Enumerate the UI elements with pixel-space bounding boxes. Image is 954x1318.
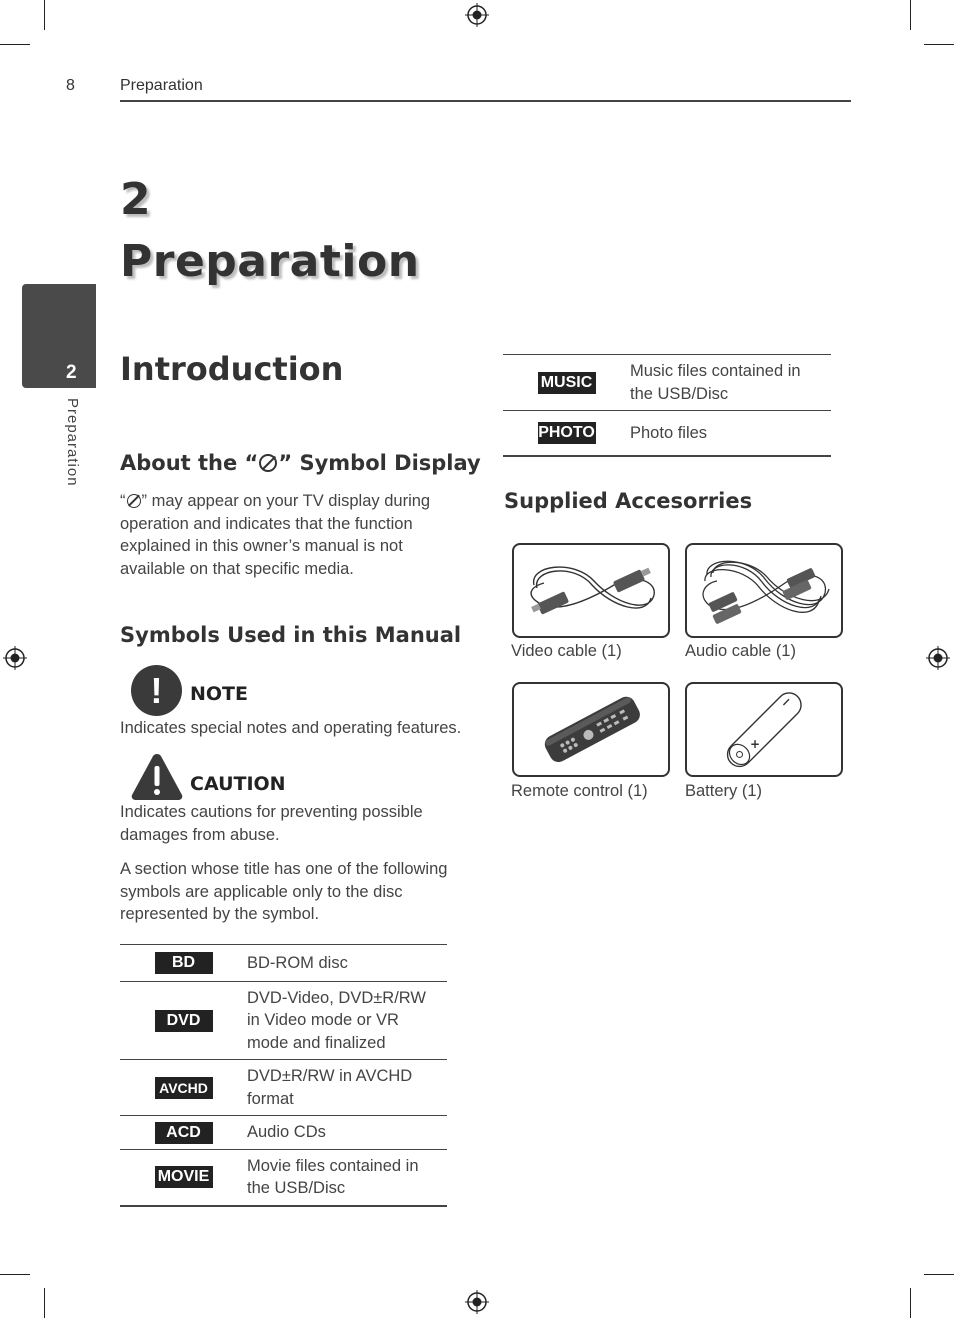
media-description: DVD-Video, DVD±R/RW in Video mode or VR mode and finalized bbox=[247, 988, 426, 1052]
media-symbol-table bbox=[120, 944, 447, 1207]
table-row bbox=[120, 1116, 447, 1150]
note-label: NOTE bbox=[190, 683, 248, 705]
introduction-heading: Introduction bbox=[120, 350, 344, 388]
media-badge: ACD bbox=[155, 1122, 213, 1144]
heading-text: About the “ bbox=[120, 451, 259, 475]
crop-mark bbox=[924, 44, 954, 45]
accessory-caption: Video cable (1) bbox=[511, 642, 622, 660]
accessory-caption: Battery (1) bbox=[685, 782, 763, 800]
table-row bbox=[503, 411, 831, 456]
media-symbol-table bbox=[503, 354, 831, 457]
page-number: 8 bbox=[66, 77, 75, 94]
crop-mark bbox=[910, 1288, 911, 1318]
crop-mark bbox=[910, 0, 911, 30]
table-row bbox=[120, 945, 447, 982]
body-text: ” may appear on your TV display during operation and indicates that the function explained in this owner’s manual is not available on that specific media. bbox=[120, 492, 431, 578]
running-head: Preparation bbox=[120, 77, 203, 94]
video-cable-icon bbox=[514, 545, 668, 636]
crop-mark bbox=[44, 1288, 45, 1318]
warning-triangle-icon bbox=[130, 752, 184, 802]
remote-control-box bbox=[512, 682, 670, 777]
crop-mark bbox=[0, 1274, 30, 1275]
caution-text: Indicates cautions for preventing possible damages from abuse. bbox=[120, 803, 423, 844]
body-text: “ bbox=[120, 492, 126, 510]
media-badge: DVD bbox=[155, 1010, 213, 1032]
header-rule bbox=[120, 100, 851, 102]
svg-text:+: + bbox=[750, 737, 761, 751]
media-description: BD-ROM disc bbox=[247, 953, 348, 972]
table-row bbox=[120, 982, 447, 1060]
media-description: DVD±R/RW in AVCHD format bbox=[247, 1067, 413, 1108]
accessory-caption: Audio cable (1) bbox=[685, 642, 796, 660]
audio-cable-icon bbox=[687, 545, 841, 636]
remote-control-icon bbox=[514, 684, 668, 775]
media-description: Audio CDs bbox=[247, 1123, 326, 1142]
media-badge: PHOTO bbox=[538, 422, 596, 444]
registration-mark-icon bbox=[3, 646, 27, 670]
media-badge: AVCHD bbox=[155, 1077, 213, 1099]
registration-mark-icon bbox=[465, 3, 489, 27]
chapter-title: Preparation bbox=[120, 236, 420, 287]
table-row bbox=[503, 355, 831, 411]
media-badge: MUSIC bbox=[538, 372, 596, 394]
chapter-number: 2 bbox=[120, 174, 151, 225]
battery-icon bbox=[687, 684, 841, 775]
audio-cable-box bbox=[685, 543, 843, 638]
symbol-display-heading bbox=[120, 451, 481, 475]
symbols-manual-heading: Symbols Used in this Manual bbox=[120, 623, 462, 647]
registration-mark-icon bbox=[465, 1290, 489, 1314]
note-text: Indicates special notes and operating features. bbox=[120, 719, 462, 737]
section-text: A section whose title has one of the following symbols are applicable only to the disc represented by the symbol. bbox=[120, 860, 448, 923]
table-row bbox=[120, 1150, 447, 1206]
crop-mark bbox=[924, 1274, 954, 1275]
accessory-caption: Remote control (1) bbox=[511, 782, 648, 800]
crop-mark bbox=[44, 0, 45, 30]
media-description: Movie files contained in the USB/Disc bbox=[247, 1156, 419, 1198]
caution-label: CAUTION bbox=[190, 773, 286, 795]
media-description: Music files contained in the USB/Disc bbox=[630, 362, 801, 403]
accessories-heading: Supplied Accesorries bbox=[504, 489, 753, 513]
exclamation-circle-icon: ! bbox=[131, 665, 182, 716]
crop-mark bbox=[0, 44, 30, 45]
media-badge: BD bbox=[155, 952, 213, 974]
video-cable-box bbox=[512, 543, 670, 638]
prohibited-icon bbox=[127, 494, 141, 508]
side-tab-number: 2 bbox=[66, 362, 77, 383]
media-badge: MOVIE bbox=[155, 1166, 213, 1188]
table-row bbox=[120, 1060, 447, 1116]
battery-box bbox=[685, 682, 843, 777]
media-description: Photo files bbox=[630, 423, 708, 442]
side-tab-label: Preparation bbox=[64, 398, 81, 487]
heading-text: ” Symbol Display bbox=[278, 451, 481, 475]
registration-mark-icon bbox=[926, 646, 950, 670]
symbol-display-text bbox=[120, 490, 450, 580]
chapter-side-tab bbox=[22, 284, 96, 388]
prohibited-icon bbox=[259, 454, 277, 472]
